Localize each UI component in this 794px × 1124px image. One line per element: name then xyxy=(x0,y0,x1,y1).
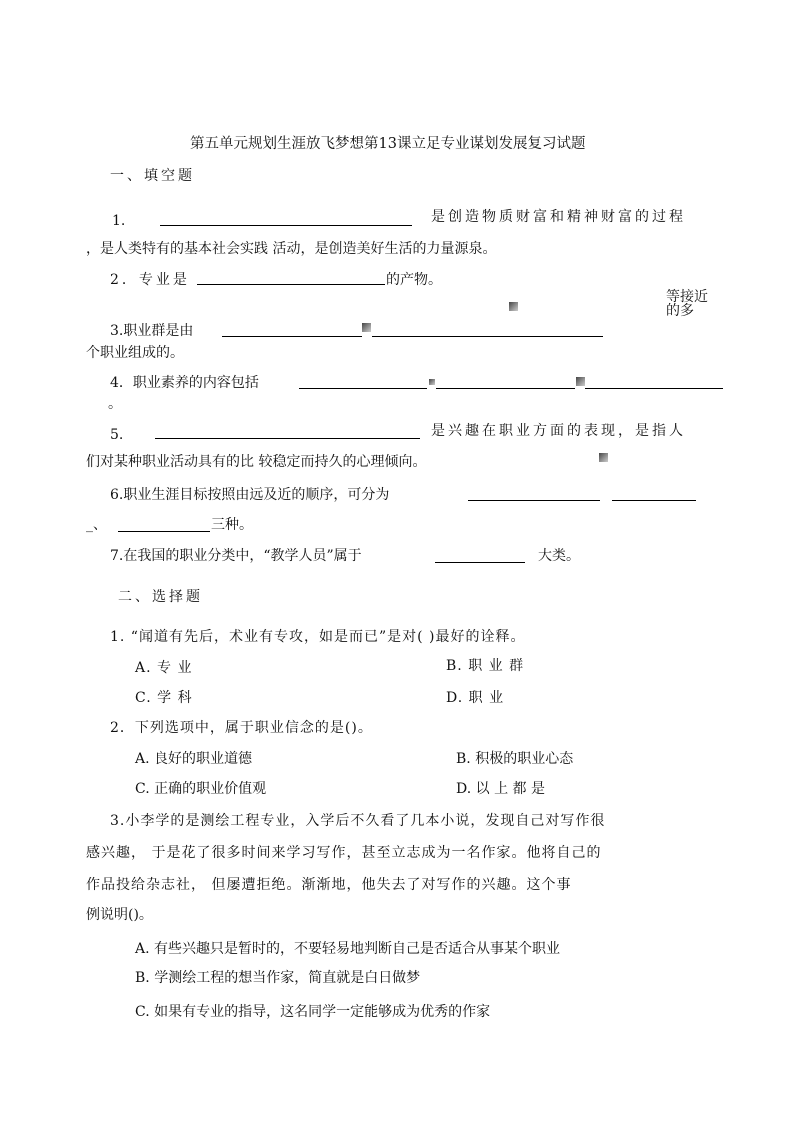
scan-artifact-mark xyxy=(362,323,371,332)
scan-artifact-mark xyxy=(509,302,518,311)
fill-q4-end: 。 xyxy=(108,396,122,412)
fill-q3-side-text-2: 的多 xyxy=(666,303,694,319)
fill-q2-blank[interactable] xyxy=(197,284,385,285)
scan-artifact-mark xyxy=(576,377,585,386)
fill-q6-line2-prefix: _、 xyxy=(86,517,107,533)
fill-q7-tail: 大类。 xyxy=(538,548,580,564)
fill-q4-head: 4．职业素养的内容包括 xyxy=(110,375,259,391)
choice-q2-stem: 2．下列选项中，属于职业信念的是()。 xyxy=(110,720,373,736)
fill-q1-number: 1. xyxy=(112,213,126,229)
fill-q5-text: 是兴趣在职业方面的表现，是指人 xyxy=(431,423,686,439)
choice-q1-stem: 1. “闻道有先后，术业有专攻，如是而已”是对( )最好的诠释。 xyxy=(110,629,526,645)
scan-artifact-mark xyxy=(429,379,435,385)
fill-q3-head: 3.职业群是由 xyxy=(110,323,194,339)
fill-q3-blank-2[interactable] xyxy=(372,336,603,337)
fill-q3-side-text-1: 等接近 xyxy=(666,289,708,305)
fill-q7-blank[interactable] xyxy=(435,562,525,563)
choice-q3-option-a[interactable]: A. 有些兴趣只是暂时的，不要轻易地判断自己是否适合从事某个职业 xyxy=(135,941,561,957)
scan-artifact-mark xyxy=(599,453,608,462)
fill-q2-tail: 的产物。 xyxy=(386,272,442,288)
fill-q6-head: 6.职业生涯目标按照由远及近的顺序，可分为 xyxy=(110,487,390,503)
choice-q3-stem-line4: 例说明()。 xyxy=(86,907,153,923)
choice-q3-option-c[interactable]: C. 如果有专业的指导，这名同学一定能够成为优秀的作家 xyxy=(135,1004,491,1020)
section-heading-fill: 一、填空题 xyxy=(110,168,195,184)
fill-q5-blank[interactable] xyxy=(155,438,420,439)
choice-q1-option-a[interactable]: A. 专 业 xyxy=(135,660,193,676)
fill-q5-number: 5. xyxy=(110,427,124,443)
fill-q6-line2-tail: 三种。 xyxy=(211,517,253,533)
choice-q2-option-c[interactable]: C. 正确的职业价值观 xyxy=(135,781,267,797)
choice-q3-stem-line1: 3.小李学的是测绘工程专业，入学后不久看了几本小说，发现自己对写作很 xyxy=(110,813,606,829)
choice-q3-option-b[interactable]: B. 学测绘工程的想当作家，简直就是白日做梦 xyxy=(135,970,421,986)
choice-q1-option-d[interactable]: D. 职 业 xyxy=(446,690,505,706)
choice-q3-stem-line3: 作品投给杂志社， 但屡遭拒绝。渐渐地，他失去了对写作的兴趣。这个事 xyxy=(86,877,572,893)
fill-q1-line2: ，是人类特有的基本社会实践 活动，是创造美好生活的力量源泉。 xyxy=(86,241,497,257)
choice-q2-option-a[interactable]: A. 良好的职业道德 xyxy=(135,751,253,767)
fill-q3-blank-1[interactable] xyxy=(222,336,362,337)
fill-q2-head: 2．专业是 xyxy=(110,272,190,288)
fill-q1-text: 是创造物质财富和精神财富的过程 xyxy=(431,209,686,225)
fill-q4-blank-3[interactable] xyxy=(585,388,723,389)
fill-q6-blank-1[interactable] xyxy=(468,500,600,501)
fill-q4-blank-2[interactable] xyxy=(436,388,575,389)
fill-q5-line2: 们对某种职业活动具有的比 较稳定而持久的心理倾向。 xyxy=(86,454,427,470)
fill-q4-blank-1[interactable] xyxy=(299,388,427,389)
fill-q3-line2: 个职业组成的。 xyxy=(86,345,184,361)
section-heading-choice: 二、选择题 xyxy=(118,589,203,605)
choice-q1-option-c[interactable]: C. 学 科 xyxy=(135,690,193,706)
fill-q6-blank-2[interactable] xyxy=(612,500,696,501)
fill-q6-blank-3[interactable] xyxy=(118,531,210,532)
choice-q2-option-b[interactable]: B. 积极的职业心态 xyxy=(456,751,574,767)
choice-q3-stem-line2: 感兴趣， 于是花了很多时间来学习写作，甚至立志成为一名作家。他将自己的 xyxy=(86,845,602,861)
page-title: 第五单元规划生涯放飞梦想第13课立足专业谋划发展复习试题 xyxy=(190,136,586,152)
choice-q2-option-d[interactable]: D. 以 上 都 是 xyxy=(456,781,545,797)
fill-q7-head: 7.在我国的职业分类中，“教学人员”属于 xyxy=(110,548,362,564)
choice-q1-option-b[interactable]: B. 职 业 群 xyxy=(446,658,525,674)
fill-q1-blank[interactable] xyxy=(160,225,412,226)
